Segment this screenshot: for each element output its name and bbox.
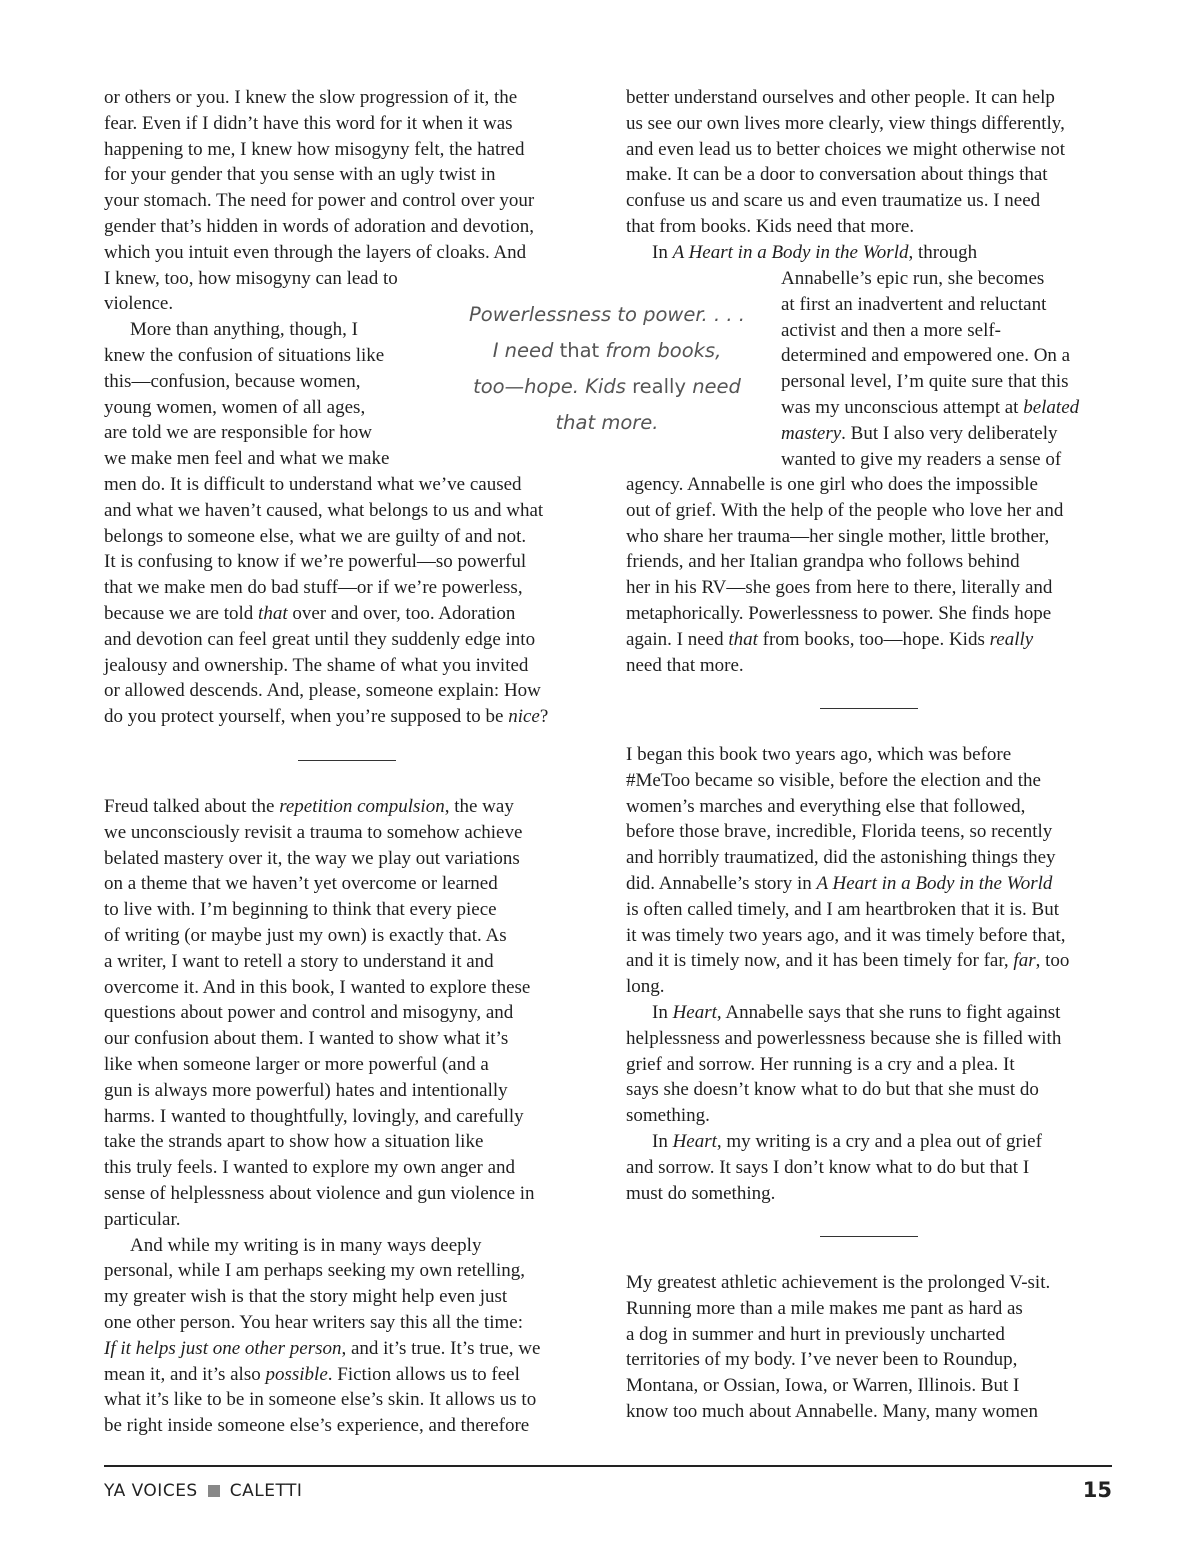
right-column-lower (626, 742, 1069, 1206)
footer-rule (104, 1465, 1112, 1467)
text-line: and devotion can feel great until they suddenly edge into (104, 628, 536, 650)
text-line: #MeToo became so visible, before the election and the (626, 769, 1041, 791)
text-line: fear. Even if I didn’t have this word for it when it was (104, 112, 513, 134)
text-line: make. It can be a door to conversation about things that (626, 164, 1048, 186)
text-line: do you protect yourself, when you’re supposed to be nice? (104, 706, 549, 728)
text-line: need that more. (626, 654, 744, 676)
text-line: questions about power and control and misogyny, and (104, 1002, 514, 1024)
text-line: what it’s like to be in someone else’s skin. It allows us to (104, 1389, 537, 1411)
text-line: grief and sorrow. Her running is a cry and a plea. It (626, 1053, 1015, 1075)
text-line: Freud talked about the repetition compulsion, the way (104, 796, 514, 817)
text-line: overcome it. And in this book, I wanted to explore these (104, 976, 531, 998)
text-line: activist and then a more self- (781, 319, 1002, 341)
text-line: confuse us and scare us and even traumatize us. I need (626, 190, 1041, 212)
text-line: It is confusing to know if we’re powerful—so powerful (104, 551, 527, 573)
text-line: In Heart, Annabelle says that she runs to fight against (652, 1001, 1061, 1023)
text-line: territories of my body. I’ve never been to Roundup, (626, 1349, 1018, 1371)
pull-quote-line: I need that from books, (492, 339, 722, 362)
text-line: or others or you. I knew the slow progression of it, the (104, 87, 518, 108)
left-column-bottom (104, 794, 540, 1439)
text-line: personal level, I’m quite sure that this (781, 371, 1069, 393)
text-line: particular. (104, 1208, 181, 1230)
text-line: a writer, I want to retell a story to understand it and (104, 950, 494, 972)
text-line: which you intuit even through the layers of cloaks. And (104, 241, 527, 263)
text-line: violence. (104, 293, 174, 315)
text-line: and sorrow. It says I don’t know what to do but that I (626, 1156, 1030, 1178)
text-line: long. (626, 976, 665, 998)
text-line: that we make men do bad stuff—or if we’re powerless, (104, 577, 523, 599)
text-line: harms. I wanted to thoughtfully, lovingly, and carefully (104, 1105, 524, 1127)
text-line: something. (626, 1105, 710, 1127)
text-line: my greater wish is that the story might help even just (104, 1286, 508, 1308)
pull-quote-line: that more. (555, 411, 659, 434)
text-line: out of grief. With the help of the people who love her and (626, 499, 1064, 521)
text-line: belated mastery over it, the way we play out variations (104, 847, 520, 869)
text-line: take the strands apart to show how a situation like (104, 1131, 484, 1153)
text-line: us see our own lives more clearly, view things differently, (626, 112, 1065, 134)
text-line: must do something. (626, 1182, 776, 1204)
text-line: her in his RV—she goes from here to there, literally and (626, 577, 1053, 599)
text-line: one other person. You hear writers say this all the time: (104, 1311, 523, 1333)
text-line: on a theme that we haven’t yet overcome or learned (104, 873, 498, 895)
text-line: are told we are responsible for how (104, 422, 373, 444)
text-line: better understand ourselves and other people. It can help (626, 87, 1055, 108)
footer-series: YA VOICES (104, 1481, 198, 1501)
text-line: your stomach. The need for power and control over your (104, 190, 535, 212)
text-line: agency. Annabelle is one girl who does the impossible (626, 474, 1038, 495)
text-line: In A Heart in a Body in the World, through (652, 241, 978, 263)
text-line: says she doesn’t know what to do but that she must do (626, 1079, 1039, 1101)
text-line: like when someone larger or more powerful (and a (104, 1053, 489, 1075)
text-line: Montana, or Ossian, Iowa, or Warren, Illinois. But I (626, 1375, 1020, 1397)
text-line: our confusion about them. I wanted to show what it’s (104, 1028, 509, 1050)
text-line: this—confusion, because women, (104, 370, 361, 392)
text-line: or allowed descends. And, please, someone explain: How (104, 680, 541, 702)
text-line: was my unconscious attempt at belated (781, 396, 1080, 418)
text-line: did. Annabelle’s story in A Heart in a Body in the World (626, 872, 1053, 894)
text-line: we unconsciously revisit a trauma to somehow achieve (104, 821, 523, 843)
text-line: young women, women of all ages, (104, 396, 366, 418)
text-line: determined and empowered one. On a (781, 345, 1071, 367)
text-line: wanted to give my readers a sense of (781, 448, 1062, 470)
text-line: And while my writing is in many ways deeply (130, 1234, 482, 1256)
text-line: women’s marches and everything else that followed, (626, 795, 1026, 817)
pull-quote-line: Powerlessness to power. . . . (469, 303, 745, 326)
section-divider (820, 708, 918, 709)
text-line: of writing (or maybe just my own) is exactly that. As (104, 924, 507, 946)
text-line: More than anything, though, I (130, 319, 358, 341)
text-line: jealousy and ownership. The shame of what you invited (104, 654, 529, 676)
text-line: we make men feel and what we make (104, 448, 390, 470)
text-line: it was timely two years ago, and it was timely before that, (626, 924, 1066, 946)
right-column-bottom (626, 1270, 1050, 1425)
text-line: to live with. I’m beginning to think that every piece (104, 899, 497, 921)
text-line: at first an inadvertent and reluctant (781, 293, 1047, 315)
text-line: for your gender that you sense with an ugly twist in (104, 164, 496, 186)
text-line: again. I need that from books, too—hope. Kids really (626, 628, 1034, 650)
text-line: helplessness and powerlessness because she is filled with (626, 1027, 1062, 1049)
section-divider (820, 1236, 918, 1237)
pull-quote-line: too—hope. Kids really need (473, 375, 741, 398)
text-line: Annabelle’s epic run, she becomes (781, 268, 1045, 289)
right-column-narrow (781, 266, 1079, 472)
text-line: gun is always more powerful) hates and intentionally (104, 1079, 508, 1101)
text-line: If it helps just one other person, and it’s true. It’s true, we (104, 1337, 541, 1359)
text-line: men do. It is difficult to understand what we’ve caused (104, 473, 522, 495)
text-line: Running more than a mile makes me pant as hard as (626, 1297, 1023, 1319)
text-line: because we are told that over and over, too. Adoration (104, 602, 516, 624)
text-line: and it is timely now, and it has been timely for far, far, too (626, 950, 1070, 972)
footer-author: CALETTI (229, 1481, 303, 1501)
text-line: is often called timely, and I am heartbroken that it is. But (626, 898, 1060, 920)
text-line: and even lead us to better choices we might otherwise not (626, 138, 1065, 160)
text-line: before those brave, incredible, Florida teens, so recently (626, 821, 1053, 843)
section-divider (298, 760, 396, 761)
text-line: personal, while I am perhaps seeking my own retelling, (104, 1260, 526, 1282)
text-line: this truly feels. I wanted to explore my own anger and (104, 1157, 516, 1179)
text-line: metaphorically. Powerlessness to power. She finds hope (626, 602, 1052, 624)
text-line: and horribly traumatized, did the astonishing things they (626, 847, 1056, 869)
text-line: be right inside someone else’s experience, and therefore (104, 1415, 530, 1437)
text-line: know too much about Annabelle. Many, many women (626, 1400, 1038, 1422)
text-line: friends, and her Italian grandpa who follows behind (626, 551, 1020, 573)
text-line: knew the confusion of situations like (104, 344, 385, 366)
text-line: mastery. But I also very deliberately (781, 422, 1058, 444)
text-line: a dog in summer and hurt in previously uncharted (626, 1323, 1005, 1345)
text-line: I knew, too, how misogyny can lead to (104, 267, 398, 289)
right-column-top (626, 85, 1065, 266)
text-line: sense of helplessness about violence and gun violence in (104, 1182, 535, 1204)
page-number: 15 (1082, 1478, 1112, 1502)
text-line: and what we haven’t caused, what belongs to us and what (104, 499, 544, 521)
text-line: In Heart, my writing is a cry and a plea out of grief (652, 1130, 1042, 1152)
text-line: belongs to someone else, what we are guilty of and not. (104, 525, 527, 547)
text-line: gender that’s hidden in words of adoration and devotion, (104, 215, 535, 237)
square-bullet-icon (208, 1485, 220, 1497)
text-line: mean it, and it’s also possible. Fiction allows us to feel (104, 1363, 520, 1385)
text-line: that from books. Kids need that more. (626, 215, 915, 237)
text-line: I began this book two years ago, which was before (626, 744, 1012, 765)
pull-quote (462, 297, 752, 441)
running-footer (104, 1481, 302, 1501)
text-line: My greatest athletic achievement is the prolonged V-sit. (626, 1272, 1051, 1293)
text-line: who share her trauma—her single mother, little brother, (626, 525, 1050, 547)
text-line: happening to me, I knew how misogyny felt, the hatred (104, 138, 525, 160)
right-column-mid (626, 472, 1063, 678)
